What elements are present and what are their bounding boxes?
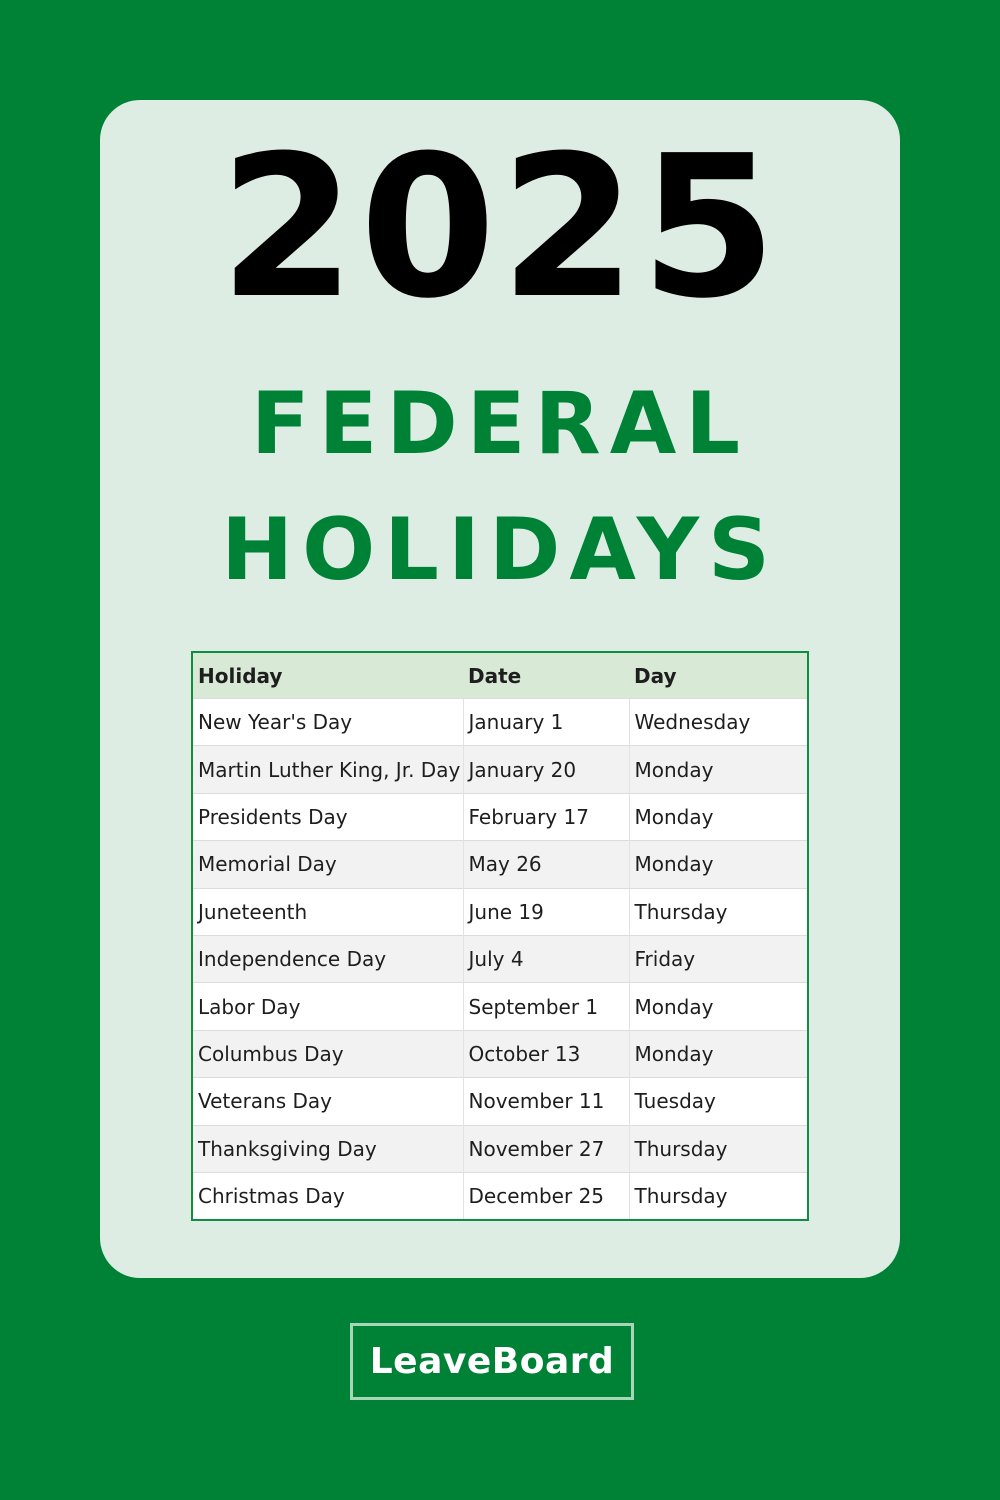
- holiday-day-cell: Monday: [629, 746, 807, 793]
- holiday-day-cell: Thursday: [629, 1172, 807, 1219]
- holiday-day-cell: Friday: [629, 935, 807, 982]
- table-row: [193, 1125, 807, 1172]
- table-row: [193, 1030, 807, 1077]
- table-row: [193, 935, 807, 982]
- table-row: [193, 1172, 807, 1219]
- holiday-day-cell: Monday: [629, 983, 807, 1030]
- table-row: [193, 746, 807, 793]
- holiday-date-cell: September 1: [463, 983, 629, 1030]
- holiday-table: [193, 653, 807, 1219]
- holiday-date-cell: July 4: [463, 935, 629, 982]
- column-header-day: Day: [629, 653, 807, 699]
- holiday-name-cell: Thanksgiving Day: [193, 1125, 463, 1172]
- holiday-date-cell: November 27: [463, 1125, 629, 1172]
- table-row: [193, 1078, 807, 1125]
- column-header-date: Date: [463, 653, 629, 699]
- holiday-name-cell: Memorial Day: [193, 841, 463, 888]
- heading-line-1: FEDERAL: [250, 374, 750, 474]
- holiday-day-cell: Tuesday: [629, 1078, 807, 1125]
- table-row: [193, 699, 807, 746]
- holiday-name-cell: Presidents Day: [193, 793, 463, 840]
- holiday-date-cell: January 20: [463, 746, 629, 793]
- holiday-name-cell: Christmas Day: [193, 1172, 463, 1219]
- holiday-day-cell: Wednesday: [629, 699, 807, 746]
- holiday-date-cell: November 11: [463, 1078, 629, 1125]
- table-row: [193, 841, 807, 888]
- holiday-day-cell: Monday: [629, 793, 807, 840]
- table-row: [193, 793, 807, 840]
- table-row: [193, 888, 807, 935]
- holiday-date-cell: May 26: [463, 841, 629, 888]
- holiday-name-cell: Juneteenth: [193, 888, 463, 935]
- holiday-name-cell: Martin Luther King, Jr. Day: [193, 746, 463, 793]
- holiday-name-cell: Independence Day: [193, 935, 463, 982]
- holiday-date-cell: February 17: [463, 793, 629, 840]
- holiday-date-cell: June 19: [463, 888, 629, 935]
- holiday-name-cell: Columbus Day: [193, 1030, 463, 1077]
- table-body: [193, 699, 807, 1220]
- holiday-table-container: [191, 651, 809, 1221]
- table-row: [193, 983, 807, 1030]
- holiday-day-cell: Monday: [629, 1030, 807, 1077]
- holiday-date-cell: January 1: [463, 699, 629, 746]
- holiday-day-cell: Thursday: [629, 888, 807, 935]
- holiday-date-cell: December 25: [463, 1172, 629, 1219]
- column-header-holiday: Holiday: [193, 653, 463, 699]
- holiday-day-cell: Monday: [629, 841, 807, 888]
- holiday-name-cell: Veterans Day: [193, 1078, 463, 1125]
- holiday-date-cell: October 13: [463, 1030, 629, 1077]
- table-header-row: [193, 653, 807, 699]
- heading-line-2: HOLIDAYS: [221, 500, 779, 600]
- holiday-name-cell: New Year's Day: [193, 699, 463, 746]
- holiday-name-cell: Labor Day: [193, 983, 463, 1030]
- brand-logo: LeaveBoard: [350, 1323, 634, 1400]
- holiday-day-cell: Thursday: [629, 1125, 807, 1172]
- year-title: 2025: [219, 114, 781, 342]
